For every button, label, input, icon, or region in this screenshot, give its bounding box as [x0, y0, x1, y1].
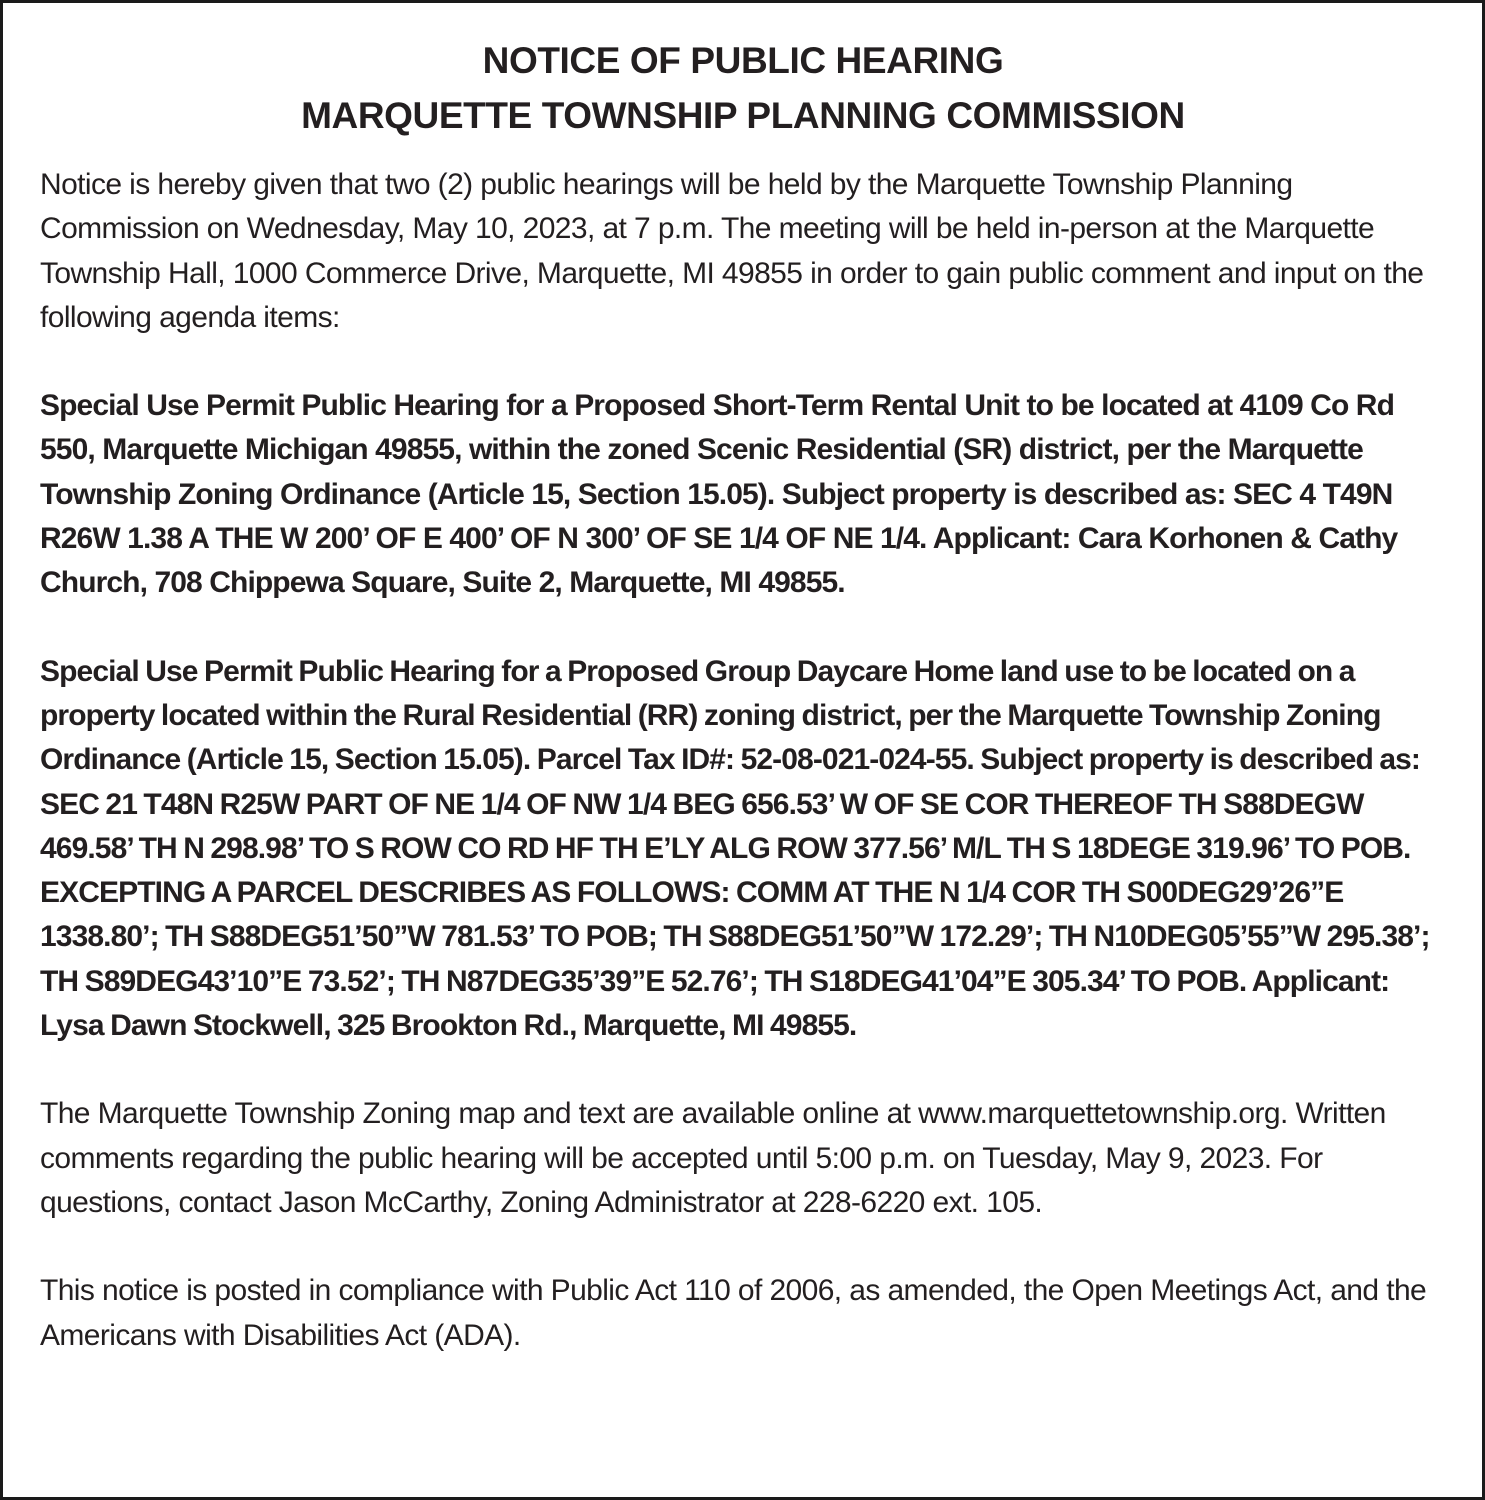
title-line-1: NOTICE OF PUBLIC HEARING: [482, 40, 1004, 81]
hearing-2-paragraph: Special Use Permit Public Hearing for a Proposed Group Daycare Home land use to be located on a property located within the Rural Residential (RR) zoning district, per the Marquette Township Zoning Ordinance (Article 15, Section 15.05). Parcel Tax ID#: 52-08-021-024-55. Subject property is described as: SEC 21 T48N R25W PART OF NE 1/4 OF NW 1/4 BEG 656.53’ W OF SE COR THEREOF TH S88DEGW 469.58’ TH N 298.98’ TO S ROW CO RD HF TH E’LY ALG ROW 377.56’ M/L TH S 18DEGE 319.96’ TO POB. EXCEPTING A PARCEL DESCRIBES AS FOLLOWS: COMM AT THE N 1/4 COR TH S00DEG29’26”E 1338.80’; TH S88DEG51’50”W 781.53’ TO POB; TH S88DEG51’50”W 172.29’; TH N10DEG05’55”W 295.38’; TH S89DEG43’10”E 73.52’; TH N87DEG35’39”E 52.76’; TH S18DEG41’04”E 305.34’ TO POB. Applicant: Lysa Dawn Stockwell, 325 Brookton Rd., Marquette, MI 49855.: [40, 654, 1430, 1043]
availability-paragraph: The Marquette Township Zoning map and text are available online at www.marquettetownship.org. Written comments regarding the public hearing will be accepted until 5:00 p.m. on Tuesday, May 9, 2023. For questions, contact Jason McCarthy, Zoning Administrator at 228-6220 ext. 105.: [40, 1097, 1386, 1219]
compliance-paragraph: This notice is posted in compliance with Public Act 110 of 2006, as amended, the Open Meetings Act, and the Americans with Disabilities Act (ADA).: [40, 1274, 1427, 1352]
intro-paragraph: Notice is hereby given that two (2) public hearings will be held by the Marquette Township Planning Commission on Wednesday, May 10, 2023, at 7 p.m. The meeting will be held in-person at the Marquette Township Hall, 1000 Commerce Drive, Marquette, MI 49855 in order to gain public comment and input on the following agenda items:: [40, 168, 1424, 334]
hearing-1-paragraph: Special Use Permit Public Hearing for a Proposed Short-Term Rental Unit to be located at 4109 Co Rd 550, Marquette Michigan 49855, within the zoned Scenic Residential (SR) district, per the Marquette Township Zoning Ordinance (Article 15, Section 15.05). Subject property is described as: SEC 4 T49N R26W 1.38 A THE W 200’ OF E 400’ OF N 300’ OF SE 1/4 OF NE 1/4. Applicant: Cara Korhonen & Cathy Church, 708 Chippewa Square, Suite 2, Marquette, MI 49855.: [40, 389, 1398, 600]
notice-title: [40, 33, 1446, 143]
title-line-2: MARQUETTE TOWNSHIP PLANNING COMMISSION: [301, 95, 1185, 136]
